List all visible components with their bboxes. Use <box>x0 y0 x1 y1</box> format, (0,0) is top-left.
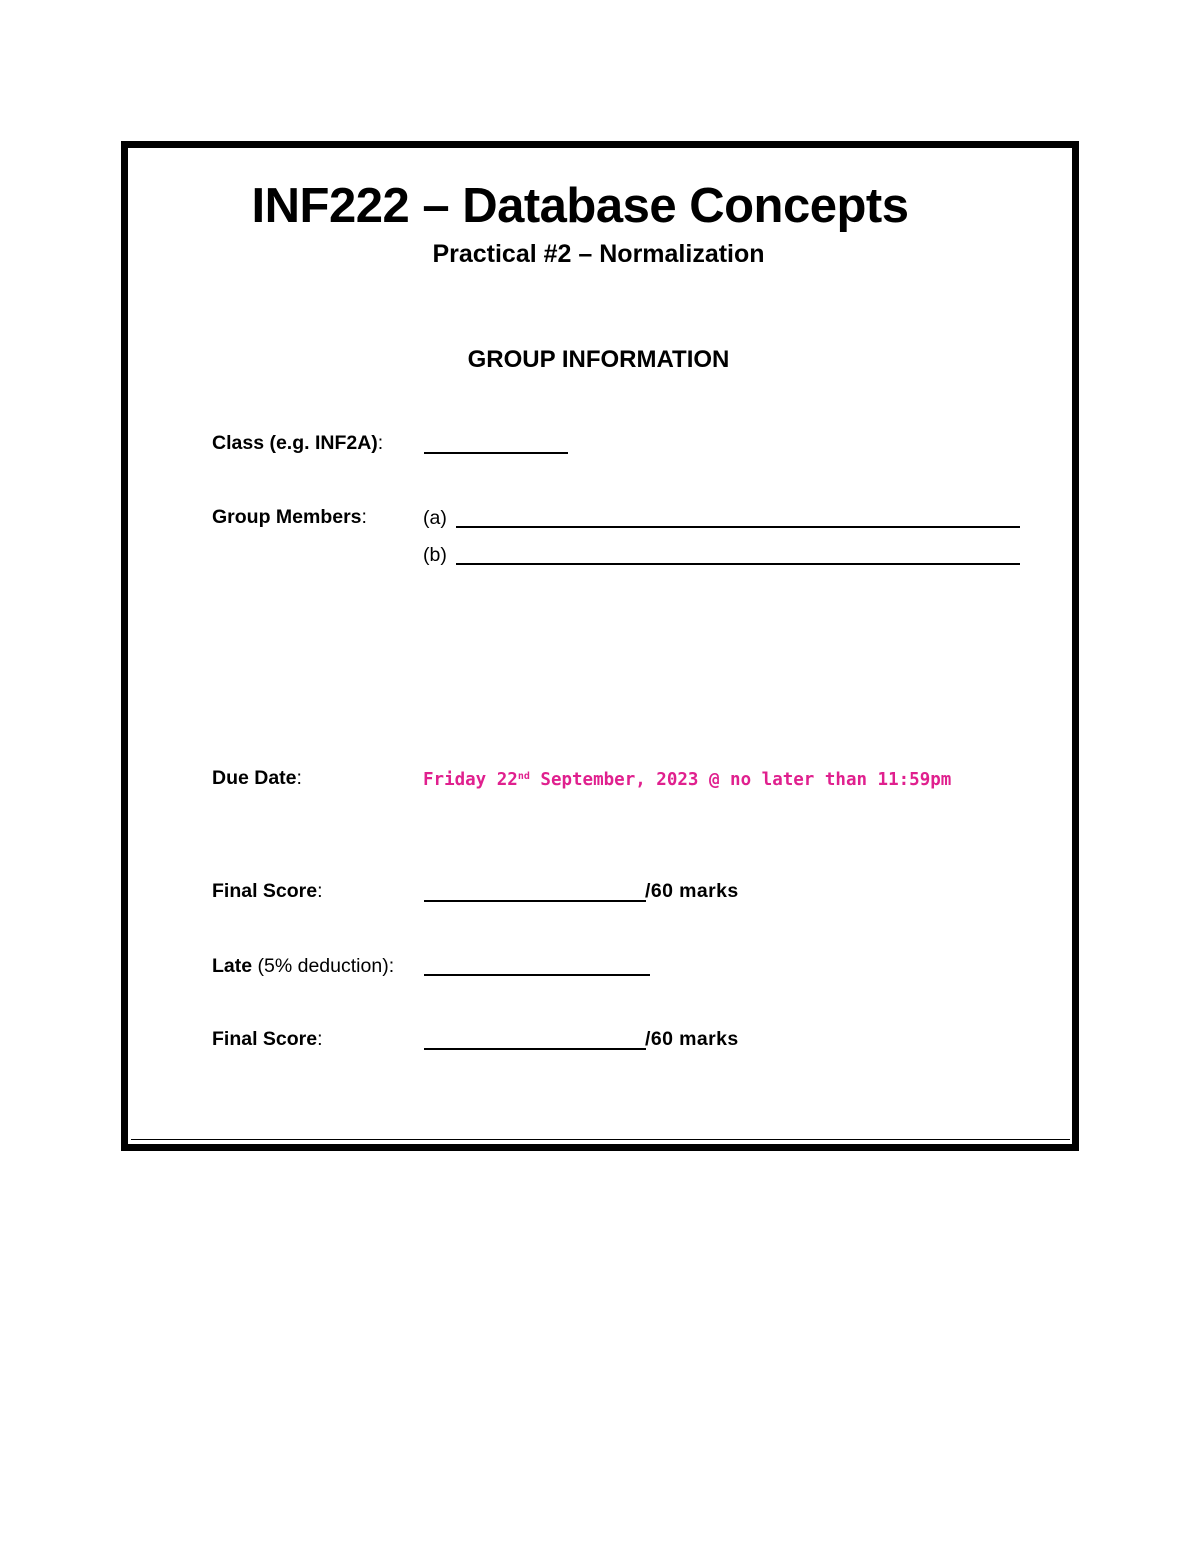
class-colon: : <box>377 432 384 454</box>
late-note: (5% deduction) <box>252 955 389 977</box>
member-b-blank-line[interactable] <box>456 563 1020 565</box>
final-score-2-label: Final Score <box>212 1028 318 1050</box>
class-label: Class (e.g. INF2A) <box>212 432 378 454</box>
final-score-2-label-row <box>212 1028 323 1051</box>
due-date-rest: September, 2023 @ no later than 11:59pm <box>529 770 952 790</box>
late-colon: : <box>388 955 395 977</box>
member-b-prefix: (b) <box>423 544 447 566</box>
final-score-colon: : <box>317 880 323 902</box>
due-date-label-row <box>212 767 302 790</box>
frame-inner-line <box>131 1139 1070 1140</box>
final-score-label-row <box>212 880 323 903</box>
final-score-blank-line[interactable] <box>424 900 646 902</box>
final-score-marks: /60 marks <box>645 880 739 902</box>
group-members-label: Group Members <box>212 506 362 528</box>
due-date-suffix: nd <box>517 771 530 782</box>
due-date-value <box>423 770 951 790</box>
document-title: INF222 – Database Concepts <box>251 179 909 233</box>
due-date-label: Due Date <box>212 767 297 789</box>
final-score-2-blank-line[interactable] <box>424 1048 646 1050</box>
final-score-2-colon: : <box>317 1028 323 1050</box>
class-label-row <box>212 432 383 455</box>
late-label-row <box>212 955 394 978</box>
document-border-frame <box>121 141 1079 1151</box>
final-score-2-marks: /60 marks <box>645 1028 739 1050</box>
due-date-day: Friday 22 <box>423 770 518 790</box>
member-a-prefix: (a) <box>423 507 447 529</box>
late-label: Late <box>212 955 253 977</box>
late-blank-line[interactable] <box>424 974 650 976</box>
group-members-colon: : <box>361 506 367 528</box>
class-blank-line[interactable] <box>424 452 568 454</box>
section-heading: GROUP INFORMATION <box>467 346 730 373</box>
group-members-label-row <box>212 506 367 529</box>
member-a-blank-line[interactable] <box>456 526 1020 528</box>
document-subtitle: Practical #2 – Normalization <box>432 240 765 268</box>
final-score-label: Final Score <box>212 880 318 902</box>
due-date-colon: : <box>296 767 302 789</box>
